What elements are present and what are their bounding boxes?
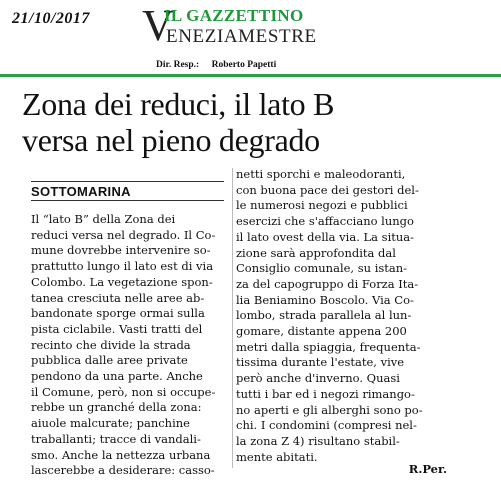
article-text-line: no aperti e gli alberghi sono po- — [236, 402, 423, 417]
masthead-title: IL GAZZETTINO — [164, 6, 304, 25]
article-text-line: chi. I condomini (compresi nel- — [236, 418, 417, 433]
article-text-line: traballanti; tracce di vandali- — [31, 431, 201, 446]
article-text-line: le numerosi negozi e pubblici — [236, 198, 408, 213]
newspaper-masthead — [142, 1, 342, 50]
editor-name: Roberto Papetti — [211, 60, 277, 70]
article-column-left — [31, 212, 227, 479]
article-text-line: za del capogruppo di Forza Ita- — [236, 276, 419, 291]
article-headline — [22, 86, 492, 158]
article-text-line: esercizi che s'affacciano lungo — [236, 214, 414, 229]
masthead-initial: V — [142, 1, 174, 50]
editor-credit — [156, 60, 276, 70]
article-text-line: lombo, strada parallela al lun- — [236, 308, 412, 323]
article-text-line: il lato ovest della via. La situa- — [236, 229, 415, 244]
article-text-line: lia Beniamino Boscolo. Via Co- — [236, 292, 414, 307]
article-text-line: pubblica dalle aree private — [31, 353, 188, 368]
article-text-line: mente abitati. — [236, 449, 318, 464]
article-text-line: tissima durante l'estate, vive — [236, 355, 405, 370]
header-divider — [0, 74, 501, 77]
article-text-line: pendono da una parte. Anche — [31, 369, 203, 384]
article-text-line: lascerebbe a desiderare: casso- — [31, 463, 215, 478]
article-text-line: Colombo. La vegetazione spon- — [31, 274, 213, 289]
article-column-right — [236, 167, 432, 465]
article-text-line: prattutto lungo il lato est di via — [31, 259, 214, 274]
section-label: SOTTOMARINA — [31, 184, 131, 199]
section-rule-top — [31, 181, 224, 182]
article-text-line: Il “lato B” della Zona dei — [31, 212, 176, 226]
headline-line-1: Zona dei reduci, il lato B — [22, 86, 335, 122]
article-text-line: metri dalla spiaggia, frequenta- — [236, 339, 421, 354]
author-initials: R.Per. — [408, 462, 447, 476]
article-text-line: con buona pace dei gestori del- — [236, 182, 419, 197]
article-text-line: zione sarà approfondita dal — [236, 245, 396, 260]
article-text-line: però anche d'inverno. Quasi — [236, 371, 400, 386]
article-text-line: tutti i bar ed i negozi rimango- — [236, 386, 415, 401]
article-text-line: Consiglio comunale, su istan- — [236, 261, 408, 276]
article-text-line: mune dovrebbe intervenire so- — [31, 243, 211, 258]
publication-date: 21/10/2017 — [12, 10, 90, 27]
article-text-line: tanea cresciuta nelle aree ab- — [31, 290, 205, 305]
article-text-line: aiuole malcurate; panchine — [31, 416, 190, 431]
article-text-line: gomare, distante appena 200 — [236, 324, 407, 339]
article-text-line: netti sporchi e maleodoranti, — [236, 167, 406, 181]
headline-line-2: versa nel pieno degrado — [22, 122, 320, 158]
article-text-line: smo. Anche la nettezza urbana — [31, 447, 211, 462]
article-text-line: pista ciclabile. Vasti tratti del — [31, 321, 203, 336]
column-separator — [232, 168, 233, 468]
article-text-line: reduci versa nel degrado. Il Co- — [31, 227, 216, 242]
editor-label: Dir. Resp.: — [156, 60, 200, 70]
article-text-line: rebbe un granché della zona: — [31, 400, 202, 415]
section-rule-bottom — [31, 200, 224, 201]
masthead-edition: ENEZIAMESTRE — [166, 26, 317, 47]
article-text-line: recinto che divide la strada — [31, 337, 191, 352]
article-text-line: la zona Z 4) risultano stabil- — [236, 433, 400, 448]
article-text-line: il Comune, però, non si occupe- — [31, 384, 216, 399]
article-text-line: bandonate sporge ormai sulla — [31, 306, 205, 321]
